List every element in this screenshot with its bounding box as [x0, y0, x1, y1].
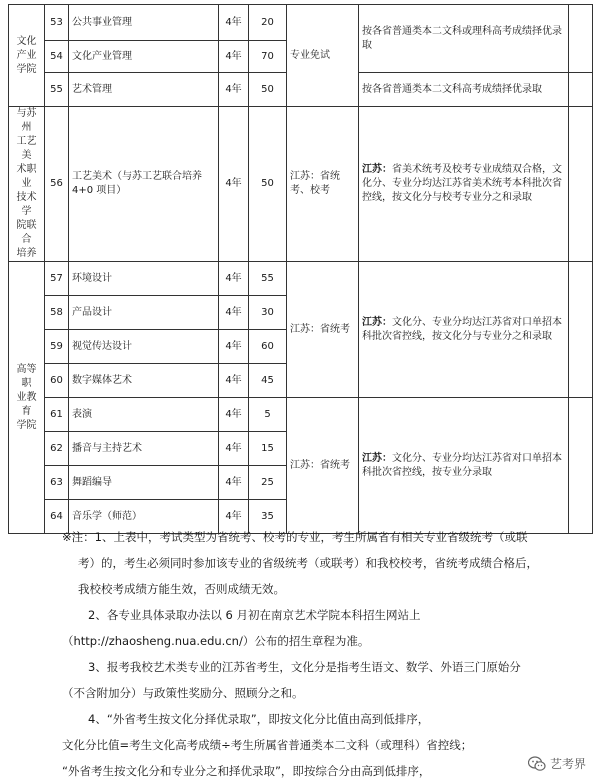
study-years: 4年 [219, 500, 249, 534]
table-row [9, 107, 593, 262]
province-label: 江苏： [362, 316, 392, 328]
enrollment-quota: 50 [249, 107, 287, 262]
exam-type: 专业免试 [287, 5, 359, 107]
rule-text: 文化分、专业分均达江苏省对口单招本科批次省控线，按专业分录取 [362, 452, 562, 478]
major-number: 63 [45, 466, 69, 500]
study-years: 4年 [219, 432, 249, 466]
major-name: 艺术管理 [69, 73, 219, 107]
major-number: 54 [45, 41, 69, 73]
note-3-line-2: （不含附加分）与政策性奖励分、照顾分之和。 [62, 686, 304, 700]
study-years: 4年 [219, 296, 249, 330]
note-4-line-3: “外省考生按文化分和专业分之和择优录取”，即按综合分由高到低排序， [62, 764, 431, 778]
exam-type: 江苏：省统考 [287, 262, 359, 398]
table-row [9, 5, 593, 41]
note-2-line-1: 2、各专业具体录取办法以 6 月初在南京艺术学院本科招生网站上 [88, 608, 421, 622]
watermark-text: 艺考界 [549, 757, 586, 771]
major-name: 舞蹈编导 [69, 466, 219, 500]
enrollment-quota: 15 [249, 432, 287, 466]
table-row [9, 398, 593, 432]
note-4-line-1: 4、“外省考生按文化分择优录取”，即按文化分比值由高到低排序， [88, 712, 430, 726]
major-number: 56 [45, 107, 69, 262]
exam-type: 江苏：省统考、校考 [287, 107, 359, 262]
enrollment-quota: 70 [249, 41, 287, 73]
note-2-line-2: （http://zhaosheng.nua.edu.cn/）公布的招生章程为准。 [62, 634, 370, 648]
major-name: 播音与主持艺术 [69, 432, 219, 466]
enrollment-quota: 25 [249, 466, 287, 500]
major-name: 音乐学（师范） [69, 500, 219, 534]
major-number: 57 [45, 262, 69, 296]
study-years: 4年 [219, 398, 249, 432]
rule-text: 省美术统考及校考专业成绩双合格，文化分、专业分均达江苏省美术统考本科批次省控线，按文化分与校考专业分之和录取 [362, 164, 562, 203]
enrollment-quota: 50 [249, 73, 287, 107]
study-years: 4年 [219, 364, 249, 398]
college-cell: 高等职 业教育 学院 [9, 262, 45, 534]
note-4-line-2: 文化分比值=考生文化高考成绩÷考生所属省普通类本二文科（或理科）省控线； [62, 738, 473, 752]
admission-rule [359, 398, 569, 534]
study-years: 4年 [219, 41, 249, 73]
empty-cell [569, 262, 593, 398]
college-cell: 与苏州 工艺美 术职业 技术学 院联合 培养 [9, 107, 45, 262]
study-years: 4年 [219, 466, 249, 500]
enrollment-quota: 5 [249, 398, 287, 432]
major-number: 59 [45, 330, 69, 364]
study-years: 4年 [219, 262, 249, 296]
major-number: 53 [45, 5, 69, 41]
major-name: 公共事业管理 [69, 5, 219, 41]
enrollment-quota: 60 [249, 330, 287, 364]
province-label: 江苏： [362, 452, 392, 464]
admission-rule [359, 73, 569, 107]
major-name: 数字媒体艺术 [69, 364, 219, 398]
major-name: 视觉传达设计 [69, 330, 219, 364]
exam-type: 江苏：省统考 [287, 398, 359, 534]
note-1-line-3: 我校校考成绩方能生效，否则成绩无效。 [78, 582, 285, 596]
enrollment-quota: 20 [249, 5, 287, 41]
study-years: 4年 [219, 73, 249, 107]
wechat-icon [528, 756, 546, 772]
watermark [524, 753, 590, 774]
study-years: 4年 [219, 330, 249, 364]
note-1-line-1: ※注：1、上表中，考试类型为省统考、校考的专业，考生所属省有相关专业省级统考（或联 [62, 530, 528, 544]
empty-cell [569, 398, 593, 534]
note-1-line-2: 考）的，考生必须同时参加该专业的省级统考（或联考）和我校校考，省统考成绩合格后， [78, 556, 538, 570]
major-number: 60 [45, 364, 69, 398]
major-name: 环境设计 [69, 262, 219, 296]
rule-text: 按各省普通类本二文科高考成绩择优录取 [362, 83, 542, 95]
enrollment-quota: 35 [249, 500, 287, 534]
study-years: 4年 [219, 107, 249, 262]
major-number: 55 [45, 73, 69, 107]
major-name: 产品设计 [69, 296, 219, 330]
major-number: 62 [45, 432, 69, 466]
note-3-line-1: 3、报考我校艺术类专业的江苏省考生，文化分是指考生语文、数学、外语三门原始分 [88, 660, 521, 674]
empty-cell [569, 73, 593, 107]
enrollment-quota: 45 [249, 364, 287, 398]
notes-section [0, 524, 600, 784]
rule-text: 文化分、专业分均达江苏省对口单招本科批次省控线，按文化分与专业分之和录取 [362, 316, 562, 342]
major-name: 文化产业管理 [69, 41, 219, 73]
rule-text: 按各省普通类本二文科或理科高考成绩择优录取 [362, 25, 562, 51]
table-row [9, 262, 593, 296]
major-name: 工艺美术（与苏工艺联合培养 4+0 项目） [69, 107, 219, 262]
empty-cell [569, 5, 593, 73]
major-number: 64 [45, 500, 69, 534]
admission-rule [359, 107, 569, 262]
major-name: 表演 [69, 398, 219, 432]
province-label: 江苏： [362, 164, 392, 175]
admission-rule [359, 262, 569, 398]
major-number: 58 [45, 296, 69, 330]
study-years: 4年 [219, 5, 249, 41]
empty-cell [569, 107, 593, 262]
enrollment-quota: 30 [249, 296, 287, 330]
college-cell: 文化 产业 学院 [9, 5, 45, 107]
admission-table [8, 4, 593, 534]
enrollment-quota: 55 [249, 262, 287, 296]
admission-rule [359, 5, 569, 73]
major-number: 61 [45, 398, 69, 432]
